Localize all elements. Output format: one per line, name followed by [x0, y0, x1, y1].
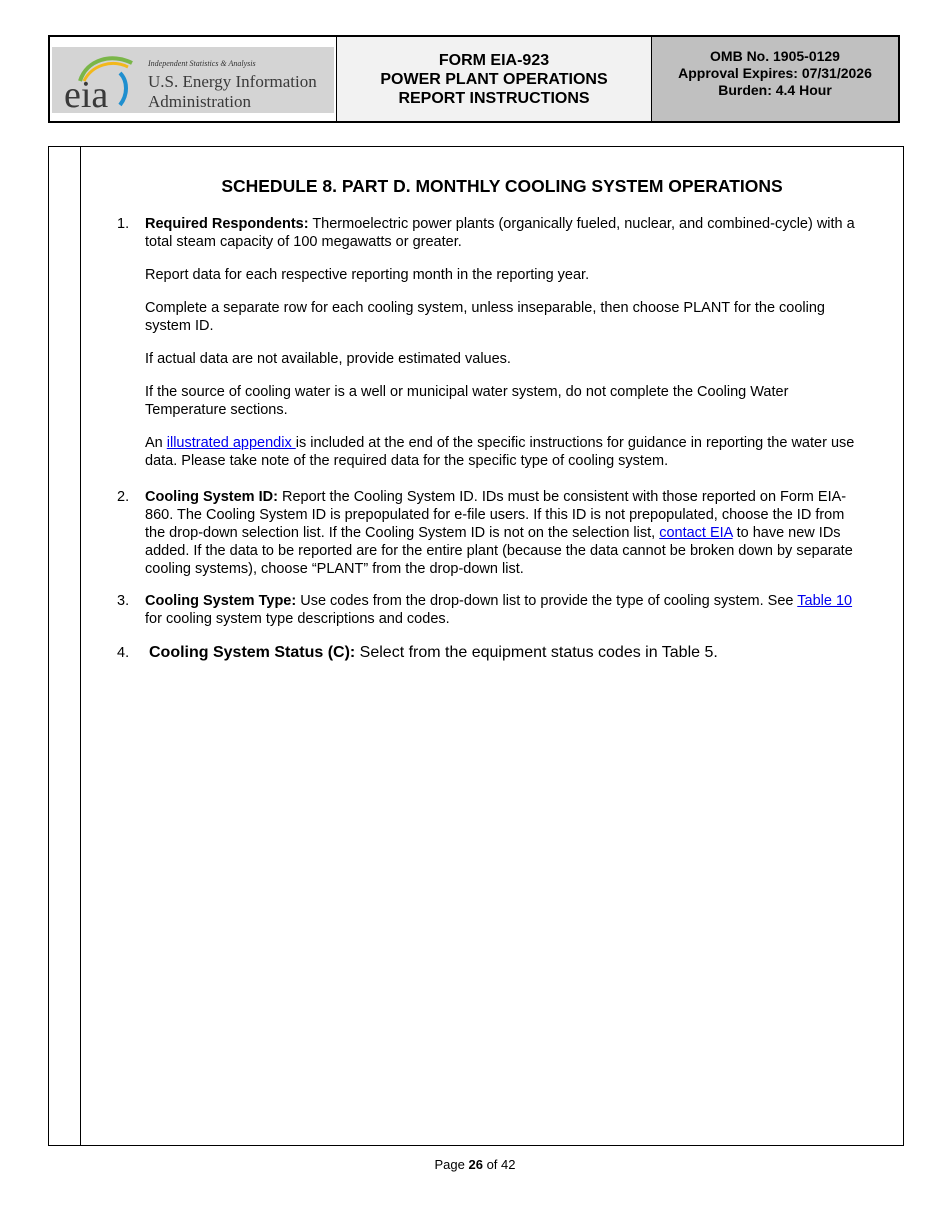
item-paragraph: Complete a separate row for each cooling system, unless inseparable, then choose PLANT for the cooling system ID.	[145, 300, 825, 334]
logo-tagline: Independent Statistics & Analysis	[148, 59, 256, 68]
total-pages: 42	[501, 1157, 516, 1172]
item-text: to have new IDs added. If the data to be reported are for the entire plant (because the data cannot be broken down by separate cooling systems), choose “PLANT” from the drop-down list.	[145, 525, 853, 577]
item-text: Thermoelectric power plants (organically fueled, nuclear, and combined-cycle) with a total steam capacity of 100 megawatts or greater.	[145, 216, 855, 250]
item-paragraph	[145, 215, 855, 251]
contact-eia-link[interactable]: contact EIA	[659, 525, 733, 541]
logo-name-line1: U.S. Energy Information	[148, 72, 317, 91]
item-text: for cooling system type descriptions and codes.	[145, 611, 450, 627]
page-label: Page	[434, 1157, 469, 1172]
item-text: Use codes from the drop-down list to provide the type of cooling system. See	[296, 593, 798, 609]
omb-number: OMB No. 1905-0129	[710, 48, 840, 64]
item-paragraph	[145, 434, 855, 470]
item-paragraph	[145, 488, 855, 578]
form-name: POWER PLANT OPERATIONS	[380, 70, 608, 88]
item-paragraph	[149, 644, 859, 662]
item-text: An	[145, 435, 167, 451]
eia-logo-icon	[62, 51, 137, 111]
item-paragraph	[145, 592, 855, 628]
item-paragraph: Report data for each respective reporting month in the reporting year.	[145, 267, 590, 283]
table-10-link[interactable]: Table 10	[797, 593, 853, 609]
section-title: SCHEDULE 8. PART D. MONTHLY COOLING SYSTEM OPERATIONS	[221, 176, 783, 196]
current-page-number: 26	[468, 1157, 483, 1172]
eia-logo-mark-text: eia	[64, 74, 109, 111]
approval-expires: Approval Expires: 07/31/2026	[678, 65, 872, 81]
item-text: Report the Cooling System ID. IDs must be consistent with those reported on Form EIA-860. The Cooling System ID is prepopulated for e-file users. If this ID is not prepopulated, choose the ID from the drop-down selection list. If the Cooling System ID is not on the selection list,	[145, 489, 847, 541]
illustrated-appendix-link[interactable]: illustrated appendix	[166, 435, 296, 451]
form-header	[48, 35, 900, 123]
item-number: 4.	[117, 645, 130, 661]
form-number: FORM EIA-923	[438, 51, 550, 69]
item-body	[145, 215, 855, 485]
page-of-label: of	[482, 1157, 502, 1172]
item-body	[145, 592, 855, 643]
page-footer	[0, 1157, 950, 1172]
logo-name-line2: Administration	[148, 92, 251, 111]
form-subtitle: REPORT INSTRUCTIONS	[398, 89, 590, 107]
item-number: 2.	[117, 489, 130, 505]
item-body	[149, 644, 859, 677]
margin-rule	[80, 147, 81, 1145]
eia-logo-cell	[50, 37, 337, 121]
item-label: Required Respondents:	[145, 216, 309, 232]
item-number: 3.	[117, 593, 130, 609]
omb-cell	[652, 37, 898, 121]
item-paragraph: If actual data are not available, provide estimated values.	[145, 351, 511, 367]
form-title-cell	[337, 37, 652, 121]
item-label: Cooling System ID:	[145, 489, 278, 505]
item-label: Cooling System Type:	[145, 593, 297, 609]
item-paragraph: If the source of cooling water is a well or municipal water system, do not complete the Cooling Water Temperature sections.	[145, 384, 789, 418]
item-body	[145, 488, 855, 593]
item-text: is included at the end of the specific instructions for guidance in reporting the water use data. Please take note of the required data for the specific type of cooling system.	[145, 435, 855, 469]
burden-hours: Burden: 4.4 Hour	[718, 82, 832, 98]
item-label: Cooling System Status (C):	[149, 644, 356, 661]
eia-logo	[52, 47, 334, 113]
item-text: Select from the equipment status codes in Table 5.	[355, 644, 718, 661]
item-number: 1.	[117, 216, 130, 232]
